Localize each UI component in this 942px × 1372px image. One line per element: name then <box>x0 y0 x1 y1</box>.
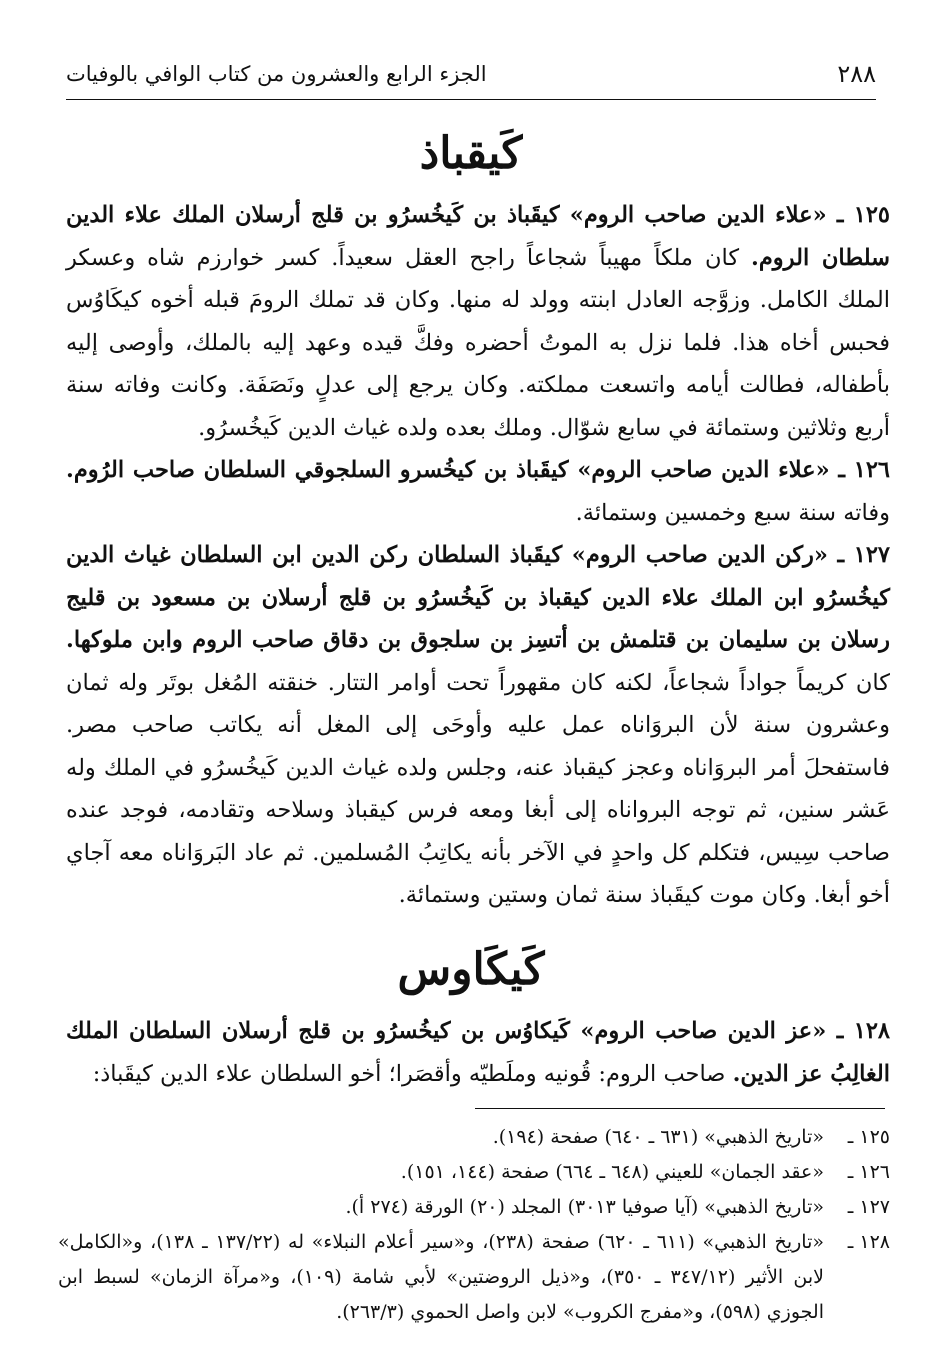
footnote-number: ١٢٥ ـ <box>847 1126 890 1148</box>
footnote-text: «تاريخ الذهبي» (٦١١ ـ ٦٢٠) صفحة (٢٣٨)، و«سير أعلام النبلاء» له (١٣٧/٢٢ ـ ١٣٨)، و«الكامل» لابن الأثير (٣٤٧/١٢ ـ ٣٥٠)، و«ذيل الروضتين» لأبي شامة (١٠٩)، و«مرآة الزمان» لسبط ابن الجوزي (٥٩٨)، و«مفرج الكروب» لابن واصل الحموي (٢٦٣/٣). <box>58 1231 825 1323</box>
footnotes <box>58 1120 890 1330</box>
entry-heading: ١٢٨ ـ «عز الدين صاحب الروم» كَيكاوُس بن كيخُسرُو بن قلج أرسلان السلطان الملك الغالِبُ عز الدين. <box>66 1018 890 1087</box>
entry-text: كان كريماً جواداً شجاعاً، لكنه كان مقهوراً تحت أوامر التتار. خنقته المُغل بوتَر وله ثمان وعشرون سنة لأن البروَاناه عمل عليه وأوحَى إلى المغل أنه يكاتب صاحب مصر. فاستفحلَ أمر البروَاناه وعجز كيقباذ عنه، وجلس ولده غياث الدين كَيخُسرُو في الملك وله عَشر سنين، ثم توجه البرواناه إلى أبغا ومعه فرس كيقباذ وسلاحه وتقادمه، فوجد عنده صاحب سِيس، فتكلم كل واحدٍ في الآخر بأنه يكاتِبُ المُسلمين. ثم عاد البَروَاناه معه آجاي أخو أبغا. وكان موت كيقَباذ سنة ثمان وستين وستمائة. <box>66 669 890 908</box>
section-body-kaykawus <box>66 1010 890 1095</box>
footnote-126 <box>58 1155 890 1190</box>
entry-heading: ١٢٧ ـ «ركن الدين صاحب الروم» كيقَباذ السلطان ركن الدين ابن السلطان غياث الدين كيخُسرُو ابن الملك علاء الدين كيقباذ بن كَيخُسرُو بن قلج أرسلان بن مسعود بن قليج رسلان بن سليمان بن قتلمش بن أتسِز بن سلجوق بن دقاق صاحب الروم وابن ملوكها. <box>66 542 890 653</box>
footnote-number: ١٢٨ ـ <box>847 1231 890 1253</box>
entry-heading: ١٢٦ ـ «علاء الدين صاحب الروم» كيقَباذ بن كيخُسرو السلجوقي السلطان صاحب الرُوم. <box>66 457 890 483</box>
entry-text: وفاته سنة سبع وخمسين وستمائة. <box>575 499 890 526</box>
running-title: الجزء الرابع والعشرون من كتاب الوافي بالوفيات <box>66 62 487 86</box>
page-number: ٢٨٨ <box>837 60 876 88</box>
entry-text: صاحب الروم: قُونيه وملَطيّه وأقصَرا؛ أخو السلطان علاء الدين كيقَباذ: <box>92 1060 733 1087</box>
footnote-number: ١٢٧ ـ <box>847 1196 890 1218</box>
footnote-125 <box>58 1120 890 1155</box>
entry-127 <box>66 534 890 917</box>
section-body-kayqubad <box>66 194 890 917</box>
footnote-text: «تاريخ الذهبي» (٦٣١ ـ ٦٤٠) صفحة (١٩٤). <box>492 1126 824 1148</box>
section-title-kayqubad: كَيقباذ <box>419 128 523 179</box>
entry-heading: ١٢٥ ـ «علاء الدين صاحب الروم» كيقَباذ بن كَيخُسرُو بن قلج أرسلان الملك علاء الدين سلطان الروم. <box>66 202 890 271</box>
footnote-text: «عقد الجمان» للعيني (٦٤٨ ـ ٦٦٤) صفحة (١٤٤، ١٥١). <box>400 1161 824 1183</box>
entry-125 <box>66 194 890 449</box>
entry-126 <box>66 449 890 534</box>
header-rule <box>66 99 876 100</box>
page-header <box>66 54 876 94</box>
entry-text: كان ملكاً مهيباً شجاعاً راجح العقل سعيداً. كسر خوارزم شاه وعسكر الملك الكامل. وزوَّجه العادل ابنته وولد له منها. وكان قد تملك الرومَ قبله أخوه كيكَاوُس فحبس أخاه هذا. فلما نزل به الموتُ أحضره وفكَّ قيده وعهد إليه بالملك، وأوصى إليه بأطفاله، فطالت أيامه واتسعت مملكته. وكان يرجع إلى عدلٍ ونَصَفَة. وكانت وفاته سنة أربع وثلاثين وستمائة في سابع شوّال. وملك بعده ولده غياث الدين كَيخُسرُو. <box>66 244 890 441</box>
footnote-text: «تاريخ الذهبي» (آيا صوفيا ٣٠١٣) المجلد (٢٠) الورقة (٢٧٤ أ). <box>345 1196 824 1218</box>
section-title-kaykawus: كَيكَاوس <box>397 944 545 995</box>
footnote-number: ١٢٦ ـ <box>847 1161 890 1183</box>
footnote-128 <box>58 1225 890 1330</box>
entry-128 <box>66 1010 890 1095</box>
footnote-rule <box>475 1108 885 1109</box>
footnote-127 <box>58 1190 890 1225</box>
